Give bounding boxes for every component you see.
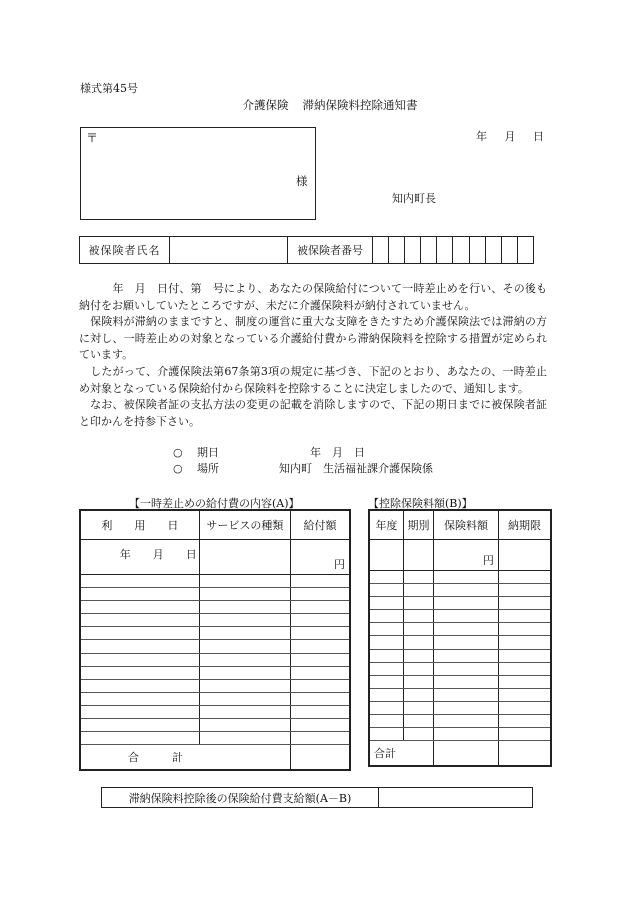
insured-number-digit[interactable] (486, 237, 502, 263)
postal-mark: 〒 (86, 131, 99, 145)
place-value: 知内町 生活福祉課介護保険係 (279, 462, 433, 475)
blank-cell[interactable] (403, 675, 433, 688)
table-row (369, 636, 551, 649)
blank-cell[interactable] (199, 679, 290, 692)
blank-cell[interactable] (403, 610, 433, 623)
blank-cell[interactable] (199, 614, 290, 627)
insured-number-digit[interactable] (470, 237, 486, 263)
blank-cell[interactable] (434, 649, 499, 662)
blank-cell[interactable] (434, 701, 499, 714)
blank-cell[interactable] (80, 614, 199, 627)
place-label: 場所 (197, 462, 219, 475)
blank-cell[interactable] (80, 627, 199, 640)
blank-cell[interactable] (498, 715, 551, 728)
insured-number-digit[interactable] (437, 237, 453, 263)
blank-cell[interactable] (403, 701, 433, 714)
header-amount: 給付額 (291, 510, 350, 540)
table-row (369, 688, 551, 701)
schedule (173, 445, 433, 477)
net-payment-field[interactable] (379, 788, 532, 807)
blank-cell[interactable] (403, 728, 433, 741)
blank-cell[interactable] (369, 728, 403, 741)
table-row (369, 715, 551, 728)
blank-cell[interactable] (498, 701, 551, 714)
blank-cell[interactable] (369, 701, 403, 714)
blank-cell[interactable] (403, 623, 433, 636)
insured-name-label: 被保険者氏名 (80, 237, 170, 263)
table-row (369, 597, 551, 610)
blank-cell[interactable] (291, 627, 350, 640)
blank-cell[interactable] (199, 732, 290, 745)
blank-cell[interactable] (80, 575, 199, 588)
blank-cell[interactable] (80, 679, 199, 692)
blank-cell[interactable] (369, 688, 403, 701)
blank-cell[interactable] (498, 688, 551, 701)
blank-rows (369, 571, 551, 741)
date-cell[interactable]: 年 月 日 (80, 540, 199, 575)
honorific-sama: 様 (296, 174, 308, 188)
period-cell[interactable] (403, 540, 433, 571)
header-service: サービスの種類 (199, 510, 290, 540)
blank-cell[interactable] (498, 675, 551, 688)
blank-cell[interactable] (434, 688, 499, 701)
insured-number-digit[interactable] (518, 237, 533, 263)
blank-cell[interactable] (199, 575, 290, 588)
blank-cell[interactable] (291, 692, 350, 705)
blank-cell[interactable] (498, 728, 551, 741)
notice-body (79, 281, 547, 430)
blank-cell[interactable] (434, 584, 499, 597)
blank-cell[interactable] (80, 601, 199, 614)
blank-cell[interactable] (80, 640, 199, 653)
blank-cell[interactable] (403, 688, 433, 701)
table-row (369, 623, 551, 636)
insured-number-digit[interactable] (389, 237, 405, 263)
title-left: 介護保険 (242, 98, 289, 112)
insured-number-digit[interactable] (421, 237, 437, 263)
table-row (80, 732, 350, 745)
service-cell[interactable] (199, 540, 290, 575)
premium-cell[interactable]: 円 (434, 540, 499, 571)
address-box[interactable] (80, 127, 316, 220)
insured-number-digit[interactable] (453, 237, 469, 263)
table-row (80, 666, 350, 679)
table-row (369, 662, 551, 675)
blank-cell[interactable] (369, 675, 403, 688)
table-row (80, 627, 350, 640)
blank-cell[interactable] (291, 640, 350, 653)
blank-cell[interactable] (80, 732, 199, 745)
table-header-row (369, 510, 551, 540)
blank-rows (80, 575, 350, 745)
blank-cell[interactable] (291, 601, 350, 614)
total-row (80, 745, 350, 771)
blank-cell[interactable] (199, 627, 290, 640)
deadline-label: 期日 (197, 446, 219, 459)
net-payment-label: 滞納保険料控除後の保険給付費支給額(A－B) (102, 788, 379, 807)
insured-number-digit[interactable] (373, 237, 389, 263)
bullet: ○ (173, 462, 183, 475)
blank-cell[interactable] (369, 584, 403, 597)
table-row (80, 601, 350, 614)
blank-cell[interactable] (369, 597, 403, 610)
benefit-table (79, 509, 351, 771)
form-number: 様式第45号 (80, 82, 138, 95)
blank-cell[interactable] (498, 610, 551, 623)
blank-cell[interactable] (199, 666, 290, 679)
blank-cell[interactable] (199, 601, 290, 614)
table-row (369, 675, 551, 688)
total-label: 合計 (369, 741, 434, 767)
blank-cell[interactable] (498, 571, 551, 584)
blank-cell[interactable] (291, 666, 350, 679)
blank-cell[interactable] (291, 719, 350, 732)
body-paragraph: なお、被保険者証の支払方法の変更の記載を消除しますので、下記の期日までに被保険者証と印かんを持参下さい。 (79, 398, 547, 428)
blank-cell[interactable] (403, 597, 433, 610)
blank-cell[interactable] (498, 584, 551, 597)
blank-cell[interactable] (80, 705, 199, 718)
header-due-date: 納期限 (498, 510, 551, 540)
blank-cell[interactable] (403, 571, 433, 584)
deduction-table (368, 509, 552, 767)
header-date: 利 用 日 (80, 510, 199, 540)
blank-cell[interactable] (80, 653, 199, 666)
due-cell[interactable] (498, 540, 551, 571)
blank-cell[interactable] (369, 610, 403, 623)
date-year: 年 (476, 130, 487, 143)
blank-cell[interactable] (291, 588, 350, 601)
blank-cell[interactable] (498, 662, 551, 675)
table-row (80, 614, 350, 627)
blank-cell[interactable] (434, 636, 499, 649)
table-row (80, 679, 350, 692)
table-row (369, 584, 551, 597)
blank-cell[interactable] (403, 636, 433, 649)
date-day: 日 (533, 130, 544, 143)
blank-cell[interactable] (434, 715, 499, 728)
table-row (80, 692, 350, 705)
table-a-caption: 【一時差止めの給付費の内容(A)】 (129, 497, 300, 510)
table-row (369, 728, 551, 741)
bullet: ○ (173, 446, 183, 459)
total-label: 合 計 (80, 745, 291, 771)
amount-cell[interactable]: 円 (291, 540, 350, 575)
blank-cell[interactable] (403, 662, 433, 675)
blank-cell[interactable] (291, 575, 350, 588)
blank-cell[interactable] (434, 571, 499, 584)
document-title (0, 97, 630, 113)
total-row (369, 741, 551, 767)
body-paragraph: 年 月 日付、第 号により、あなたの保険給付について一時差止めを行い、その後も納付をお願いしていたところですが、未だに介護保険料が納付されていません。 (79, 282, 547, 312)
blank-cell[interactable] (369, 715, 403, 728)
blank-cell[interactable] (434, 675, 499, 688)
year-cell[interactable] (369, 540, 403, 571)
total-amount-cell[interactable] (291, 745, 350, 771)
insured-number-digits (373, 237, 533, 263)
blank-cell[interactable] (498, 597, 551, 610)
blank-cell[interactable] (369, 649, 403, 662)
header-period: 期別 (403, 510, 433, 540)
table-row (80, 575, 350, 588)
blank-cell[interactable] (291, 679, 350, 692)
net-payment-box (101, 787, 533, 808)
blank-cell[interactable] (199, 653, 290, 666)
total-premium-cell[interactable] (434, 741, 499, 767)
blank-cell[interactable] (498, 649, 551, 662)
place-row (173, 461, 433, 477)
issue-date (476, 128, 544, 144)
blank-cell[interactable] (369, 662, 403, 675)
blank-cell[interactable] (80, 666, 199, 679)
blank-cell[interactable] (434, 597, 499, 610)
blank-cell[interactable] (434, 610, 499, 623)
table-b-caption: 【控除保険料額(B)】 (368, 497, 473, 510)
table-header-row (80, 510, 350, 540)
blank-cell[interactable] (291, 653, 350, 666)
title-right: 滞納保険料控除通知書 (302, 98, 418, 112)
blank-cell[interactable] (199, 640, 290, 653)
blank-cell[interactable] (291, 614, 350, 627)
issuer-name: 知内町長 (392, 192, 436, 205)
blank-cell[interactable] (80, 588, 199, 601)
body-paragraph: 保険料が滞納のままですと、制度の運営に重大な支障をきたすため介護保険法では滞納の方に対し、一時差止めの対象となっている介護給付費から滞納保険料を控除する措置が定められています。 (79, 315, 547, 362)
insured-number-label: 被保険者番号 (288, 237, 373, 263)
blank-cell[interactable] (291, 732, 350, 745)
blank-cell[interactable] (369, 571, 403, 584)
blank-cell[interactable] (434, 728, 499, 741)
blank-cell[interactable] (199, 705, 290, 718)
table-row (80, 540, 350, 575)
blank-cell[interactable] (369, 623, 403, 636)
table-row (80, 719, 350, 732)
insured-id-row (79, 236, 534, 264)
blank-cell[interactable] (403, 584, 433, 597)
blank-cell[interactable] (80, 719, 199, 732)
blank-cell[interactable] (369, 636, 403, 649)
blank-cell[interactable] (434, 623, 499, 636)
blank-cell[interactable] (498, 636, 551, 649)
blank-cell[interactable] (199, 719, 290, 732)
blank-cell[interactable] (403, 649, 433, 662)
table-row (369, 701, 551, 714)
deadline-value: 年 月 日 (310, 446, 365, 459)
header-premium: 保険料額 (434, 510, 499, 540)
insured-name-field[interactable] (170, 237, 288, 263)
blank-cell[interactable] (498, 623, 551, 636)
blank-cell[interactable] (199, 692, 290, 705)
body-paragraph: したがって、介護保険法第67条第3項の規定に基づき、下記のとおり、あなたの、一時差止め対象となっている保険給付から保険料を控除することに決定しましたので、通知します。 (79, 364, 547, 395)
table-row (80, 653, 350, 666)
insured-number-digit[interactable] (502, 237, 518, 263)
blank-cell[interactable] (291, 705, 350, 718)
header-fiscal-year: 年度 (369, 510, 403, 540)
deadline-row (173, 445, 433, 461)
table-row (369, 540, 551, 571)
table-row (369, 571, 551, 584)
insured-number-digit[interactable] (405, 237, 421, 263)
table-row (369, 610, 551, 623)
table-row (80, 640, 350, 653)
blank-cell[interactable] (80, 692, 199, 705)
table-row (80, 705, 350, 718)
blank-cell[interactable] (403, 715, 433, 728)
blank-cell[interactable] (199, 588, 290, 601)
total-due-cell[interactable] (498, 741, 551, 767)
table-row (80, 588, 350, 601)
blank-cell[interactable] (434, 662, 499, 675)
date-month: 月 (504, 130, 516, 143)
table-row (369, 649, 551, 662)
